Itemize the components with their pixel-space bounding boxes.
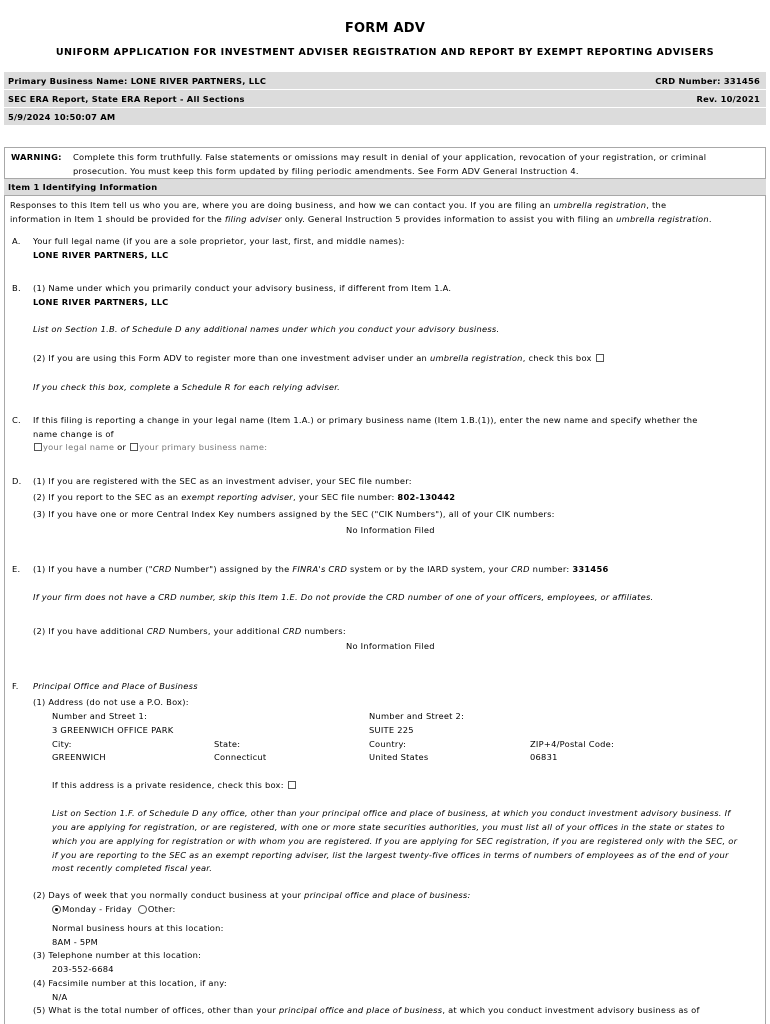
section-f-note-line-4: if you are reporting to the SEC as an exempt reporting adviser, list the largest twenty-five offices in terms of numbers of employees as of the end of your xyxy=(52,850,729,860)
revision: Rev. 10/2021 xyxy=(696,94,760,104)
header-band-3 xyxy=(4,108,766,125)
business-name-value: LONE RIVER PARTNERS, LLC xyxy=(33,297,169,307)
business-days-options: Monday - Friday Other: xyxy=(52,904,176,914)
state-label: State: xyxy=(214,739,241,749)
city-label: City: xyxy=(52,739,72,749)
zip-value: 06831 xyxy=(530,752,558,762)
section-f-heading: Principal Office and Place of Business xyxy=(33,681,198,691)
form-title: FORM ADV xyxy=(344,21,426,36)
header-band-2 xyxy=(4,90,766,107)
other-days-radio[interactable] xyxy=(138,905,147,914)
section-f-note-line-1: List on Section 1.F. of Schedule D any office, other than your principal office and place of business, at which you conduct investment advisory business. If xyxy=(52,808,731,818)
section-f-q1: (1) Address (do not use a P.O. Box): xyxy=(33,697,189,707)
section-e-q2: (2) If you have additional CRD Numbers, your additional CRD numbers: xyxy=(33,626,346,636)
cik-numbers-value: No Information Filed xyxy=(346,525,435,535)
crd-number-value: 331456 xyxy=(572,564,609,574)
form-subtitle: UNIFORM APPLICATION FOR INVESTMENT ADVISER REGISTRATION AND REPORT BY EXEMPT REPORTING ADVISERS xyxy=(55,47,715,58)
section-d-q1: (1) If you are registered with the SEC as an investment adviser, your SEC file number: xyxy=(33,476,412,486)
timestamp: 5/9/2024 10:50:07 AM xyxy=(8,112,116,122)
zip-label: ZIP+4/Postal Code: xyxy=(530,739,615,749)
legal-name-value: LONE RIVER PARTNERS, LLC xyxy=(33,250,169,260)
section-f-letter: F. xyxy=(12,681,19,691)
private-residence-question: If this address is a private residence, check this box: xyxy=(52,780,297,790)
hours-value: 8AM - 5PM xyxy=(52,937,99,947)
section-d-letter: D. xyxy=(12,476,22,486)
section-b-q1: (1) Name under which you primarily conduct your advisory business, if different from Item 1.A. xyxy=(33,283,452,293)
crd-number: CRD Number: 331456 xyxy=(655,76,760,86)
section-b-letter: B. xyxy=(12,283,21,293)
section-f-q4: (4) Facsimile number at this location, if any: xyxy=(33,978,227,988)
section-c-q2: name change is of xyxy=(33,429,114,439)
private-residence-checkbox[interactable] xyxy=(288,781,296,789)
section-a-letter: A. xyxy=(12,236,21,246)
report-type: SEC ERA Report, State ERA Report - All Sections xyxy=(8,94,245,104)
header-band-1 xyxy=(4,72,766,89)
section-c-q1: If this filing is reporting a change in your legal name (Item 1.A.) or primary business name (Item 1.B.(1)), enter the new name and specify whether the xyxy=(33,415,698,425)
section-f-q3: (3) Telephone number at this location: xyxy=(33,950,202,960)
section-e-q1: (1) If you have a number ("CRD Number") assigned by the FINRA's CRD system or by the IARD system, your CRD number: 331456 xyxy=(33,564,609,574)
sec-file-number: 802-130442 xyxy=(397,492,456,502)
warning-label: WARNING: xyxy=(11,152,62,162)
street1-label: Number and Street 1: xyxy=(52,711,148,721)
fax-value: N/A xyxy=(52,992,68,1002)
street1-value: 3 GREENWICH OFFICE PARK xyxy=(52,725,174,735)
section-f-q5: (5) What is the total number of offices, other than your principal office and place of business, at which you conduct investment advisory business as of xyxy=(33,1005,700,1015)
section-a-question: Your full legal name (if you are a sole proprietor, your last, first, and middle names): xyxy=(33,236,405,246)
city-value: GREENWICH xyxy=(52,752,106,762)
section-d-q3: (3) If you have one or more Central Index Key numbers assigned by the SEC ("CIK Numbers"), all of your CIK numbers: xyxy=(33,509,555,519)
section-f-note-line-2: you are applying for registration, or are registered, with one or more state securities authorities, you must list all of your offices in the state or states to xyxy=(52,822,725,832)
legal-name-change-checkbox[interactable] xyxy=(34,443,42,451)
section-d-q2: (2) If you report to the SEC as an exempt reporting adviser, your SEC file number: 802-130442 xyxy=(33,492,456,502)
hours-label: Normal business hours at this location: xyxy=(52,923,224,933)
section-b-q2: (2) If you are using this Form ADV to register more than one investment adviser under an umbrella registration, check this box xyxy=(33,353,605,363)
street2-label: Number and Street 2: xyxy=(369,711,465,721)
primary-business-name: Primary Business Name: LONE RIVER PARTNERS, LLC xyxy=(8,76,267,86)
warning-text-2: prosecution. You must keep this form updated by filing periodic amendments. See Form ADV General Instruction 4. xyxy=(73,166,579,176)
country-value: United States xyxy=(369,752,429,762)
section-e-letter: E. xyxy=(12,564,21,574)
country-label: Country: xyxy=(369,739,407,749)
section-c-options: your legal name or your primary business name: xyxy=(33,442,267,452)
item1-heading: Item 1 Identifying Information xyxy=(8,182,158,192)
additional-crd-value: No Information Filed xyxy=(346,641,435,651)
section-e-note1: If your firm does not have a CRD number, skip this Item 1.E. Do not provide the CRD number of one of your officers, employees, or affiliates. xyxy=(33,592,654,602)
item1-intro-line-1: Responses to this Item tell us who you are, where you are doing business, and how we can contact you. If you are filing an umbrella registration, the xyxy=(10,200,667,210)
monday-friday-radio[interactable] xyxy=(52,905,61,914)
section-b-note2: If you check this box, complete a Schedule R for each relying adviser. xyxy=(33,382,341,392)
warning-text-1: Complete this form truthfully. False statements or omissions may result in denial of your application, revocation of your registration, or criminal xyxy=(73,152,707,162)
phone-value: 203-552-6684 xyxy=(52,964,114,974)
item1-intro-line-2: information in Item 1 should be provided for the filing adviser only. General Instruction 5 provides information to assist you with filing an umbrella registration. xyxy=(10,214,712,224)
warning-box xyxy=(4,147,766,179)
umbrella-registration-checkbox[interactable] xyxy=(596,354,604,362)
item1-heading-band xyxy=(4,179,766,195)
section-f-note-line-3: which you are applying for registration or with whom you are registered. If you are applying for SEC registration, if you are registered only with the SEC, or xyxy=(52,836,738,846)
state-value: Connecticut xyxy=(214,752,267,762)
street2-value: SUITE 225 xyxy=(369,725,414,735)
section-f-note-line-5: most recently completed fiscal year. xyxy=(52,863,213,873)
business-name-change-checkbox[interactable] xyxy=(130,443,138,451)
section-c-letter: C. xyxy=(12,415,21,425)
section-f-q2: (2) Days of week that you normally conduct business at your principal office and place of business: xyxy=(33,890,471,900)
section-b-note1: List on Section 1.B. of Schedule D any additional names under which you conduct your advisory business. xyxy=(33,324,500,334)
